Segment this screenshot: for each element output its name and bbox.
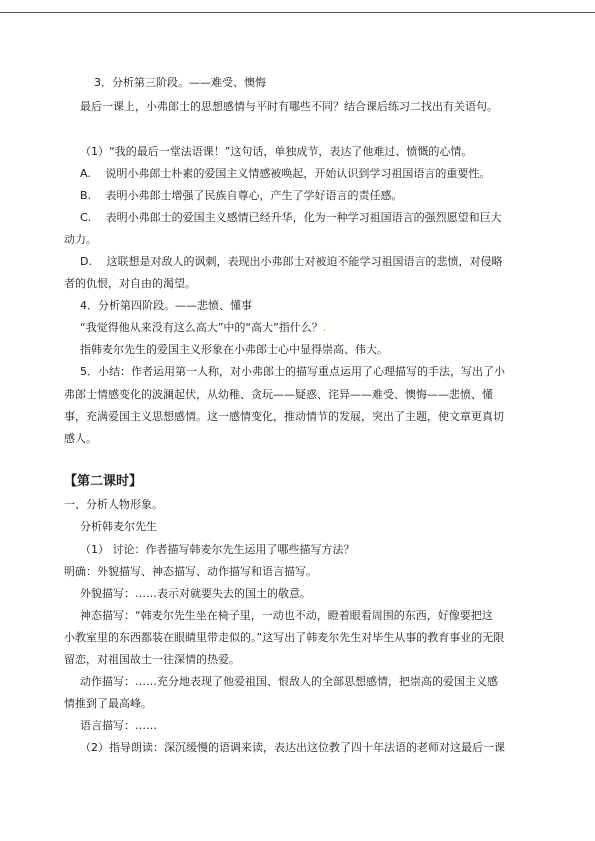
reading-guidance: （2）指导朗读：深沉缓慢的语调来读，表达出这位教了四十年法语的老师对这最后一课 [80, 741, 505, 754]
option-c-cont: 动力。 [64, 233, 97, 246]
part-1-heading: 一、分析人物形象。 [64, 498, 163, 511]
action-description: 动作描写：……充分地表现了他爱祖国、恨敌人的全部思想感情，把崇高的爱国主义感 [80, 675, 498, 688]
paragraph: （1）“我的最后一堂法语课！”这句话，单独成节，表达了他难过、愤慨的心情。 [80, 145, 473, 158]
clarification: 明确：外貌描写、神态描写、动作描写和语言描写。 [64, 565, 317, 578]
discussion: （1） 讨论：作者描写韩麦尔先生运用了哪些描写方法？ [80, 543, 355, 556]
action-description-cont: 情推到了最高峰。 [64, 697, 152, 710]
question [80, 321, 326, 335]
summary: 5．小结：作者运用第一人称，对小弗郎士的描写重点运用了心理描写的手法，写出了小 [80, 365, 505, 378]
expression-description-cont: 小教室里的东西都装在眼睛里带走似的。”这写出了韩麦尔先生对毕生从事的教育事业的无限 [64, 631, 505, 644]
option-a: A. 说明小弗郎士朴素的爱国主义情感被唤起，开始认识到学习祖国语言的重要性。 [80, 167, 491, 180]
paragraph: 最后一课上，小弗郎士的思想感情与平时有哪些不同？结合课后练习二找出有关语句。 [80, 100, 498, 113]
highlight-mark: . [322, 321, 327, 334]
summary-cont: 感人。 [64, 432, 97, 445]
section-4-heading: 4．分析第四阶段。——悲愤、懂事 [80, 299, 252, 312]
option-b: B. 表明小弗郎士增强了民族自尊心，产生了学好语言的责任感。 [80, 189, 403, 202]
lesson-2-heading: 【第二课时】 [64, 474, 143, 489]
expression-description-cont: 留恋，对祖国故土一往深情的热爱。 [64, 653, 240, 666]
option-d: D. 这联想是对敌人的讽刺，表现出小弗郎士对被迫不能学习祖国语言的悲愤，对侵略 [80, 255, 503, 268]
appearance-description: 外貌描写：……表示对就要失去的国土的敬意。 [80, 587, 311, 600]
option-c: C. 表明小弗郎士的爱国主义感情已经升华，化为一种学习祖国语言的强烈愿望和巨大 [80, 211, 502, 224]
subheading: 分析韩麦尔先生 [80, 520, 157, 533]
answer: 指韩麦尔先生的爱国主义形象在小弗郎士心中显得崇高、伟大。 [80, 343, 388, 356]
option-d-cont: 者的仇恨，对自由的渴望。 [64, 277, 196, 290]
language-description: 语言描写：…… [80, 719, 157, 732]
section-3-heading: 3．分析第三阶段。——难受、懊悔 [94, 76, 266, 89]
question-text: “我觉得他从来没有这么高大”中的“高大”指什么？ [80, 321, 323, 334]
summary-cont: 事，充满爱国主义思想感情。这一感情变化，推动情节的发展，突出了主题，使文章更真切 [64, 410, 504, 423]
summary-cont: 弗郎士情感变化的波澜起伏，从幼稚、贪玩——疑惑、诧异——难受、懊悔——悲愤、懂 [64, 388, 493, 401]
expression-description: 神态描写：“韩麦尔先生坐在椅子里，一动也不动，瞪着眼看周围的东西，好像要把这 [80, 609, 493, 622]
